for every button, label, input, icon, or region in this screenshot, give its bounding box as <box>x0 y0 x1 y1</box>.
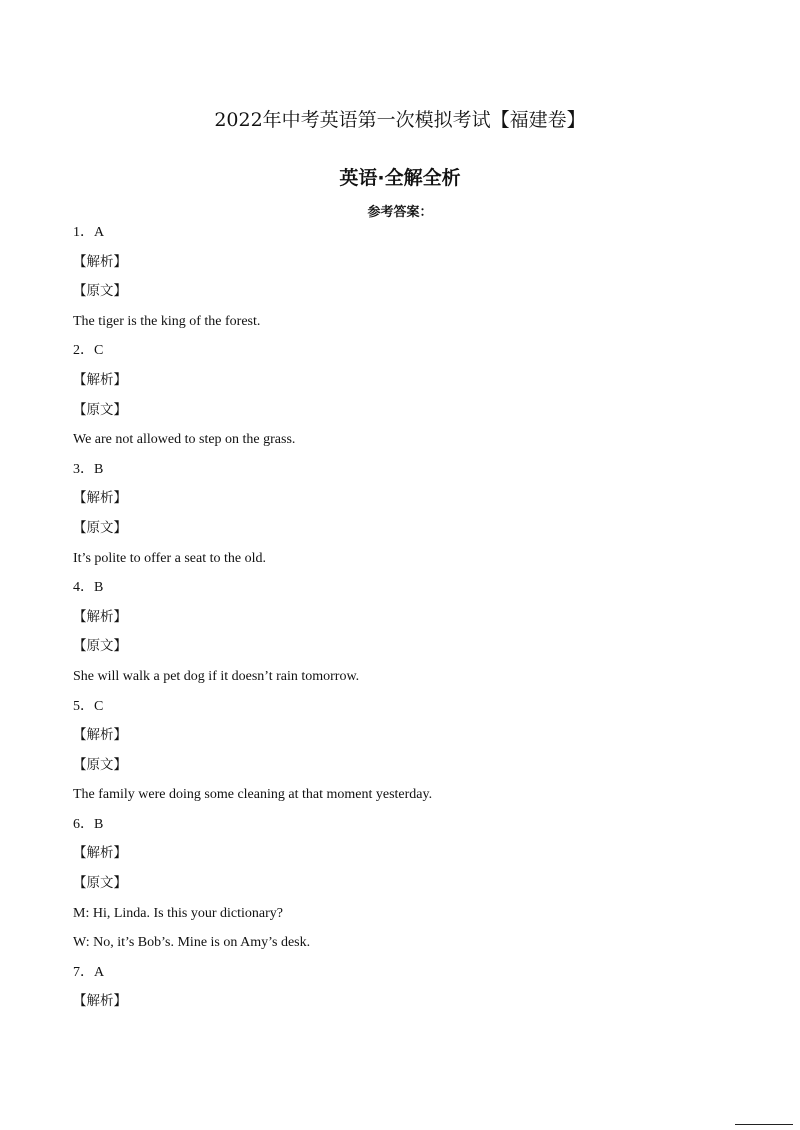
transcript-line: It’s polite to offer a seat to the old. <box>73 550 266 566</box>
section-tag: 【解析】 <box>73 608 127 625</box>
section-tag: 【原文】 <box>73 756 127 773</box>
section-tag: 【解析】 <box>73 371 127 388</box>
transcript-line: M: Hi, Linda. Is this your dictionary? <box>73 905 283 921</box>
section-tag: 【原文】 <box>73 283 127 300</box>
section-tag: 【解析】 <box>73 845 127 862</box>
answer-line: 4．B <box>73 580 104 596</box>
section-tag: 【解析】 <box>73 253 127 270</box>
answer-line: 1．A <box>73 225 105 240</box>
answer-line: 2．C <box>73 343 104 359</box>
transcript-line: She will walk a pet dog if it doesn’t rain tomorrow. <box>73 668 360 684</box>
section-tag: 【解析】 <box>73 490 127 507</box>
answer-line: 3．B <box>73 461 104 477</box>
transcript-line: The family were doing some cleaning at that moment yesterday. <box>73 787 433 803</box>
section-tag: 【解析】 <box>73 727 127 744</box>
answer-line: 5．C <box>73 698 104 714</box>
transcript-line: We are not allowed to step on the grass. <box>73 432 296 448</box>
section-tag: 【原文】 <box>73 519 127 536</box>
section-tag: 【原文】 <box>73 638 127 655</box>
transcript-line: W: No, it’s Bob’s. Mine is on Amy’s desk. <box>73 935 311 951</box>
answer-line: 6．B <box>73 816 104 832</box>
document-subtitle: 英语·全解全析 <box>339 167 461 189</box>
section-tag: 【原文】 <box>73 401 127 418</box>
section-tag: 【原文】 <box>73 875 127 892</box>
answer-list <box>73 218 753 1017</box>
answer-line: 7．A <box>73 964 105 980</box>
transcript-line: The tiger is the king of the forest. <box>73 313 261 329</box>
section-tag: 【解析】 <box>73 993 127 1010</box>
document-title: 2022年中考英语第一次模拟考试【福建卷】 <box>214 109 586 131</box>
footer-rule <box>735 1124 793 1125</box>
answer-heading: 参考答案： <box>367 205 433 220</box>
